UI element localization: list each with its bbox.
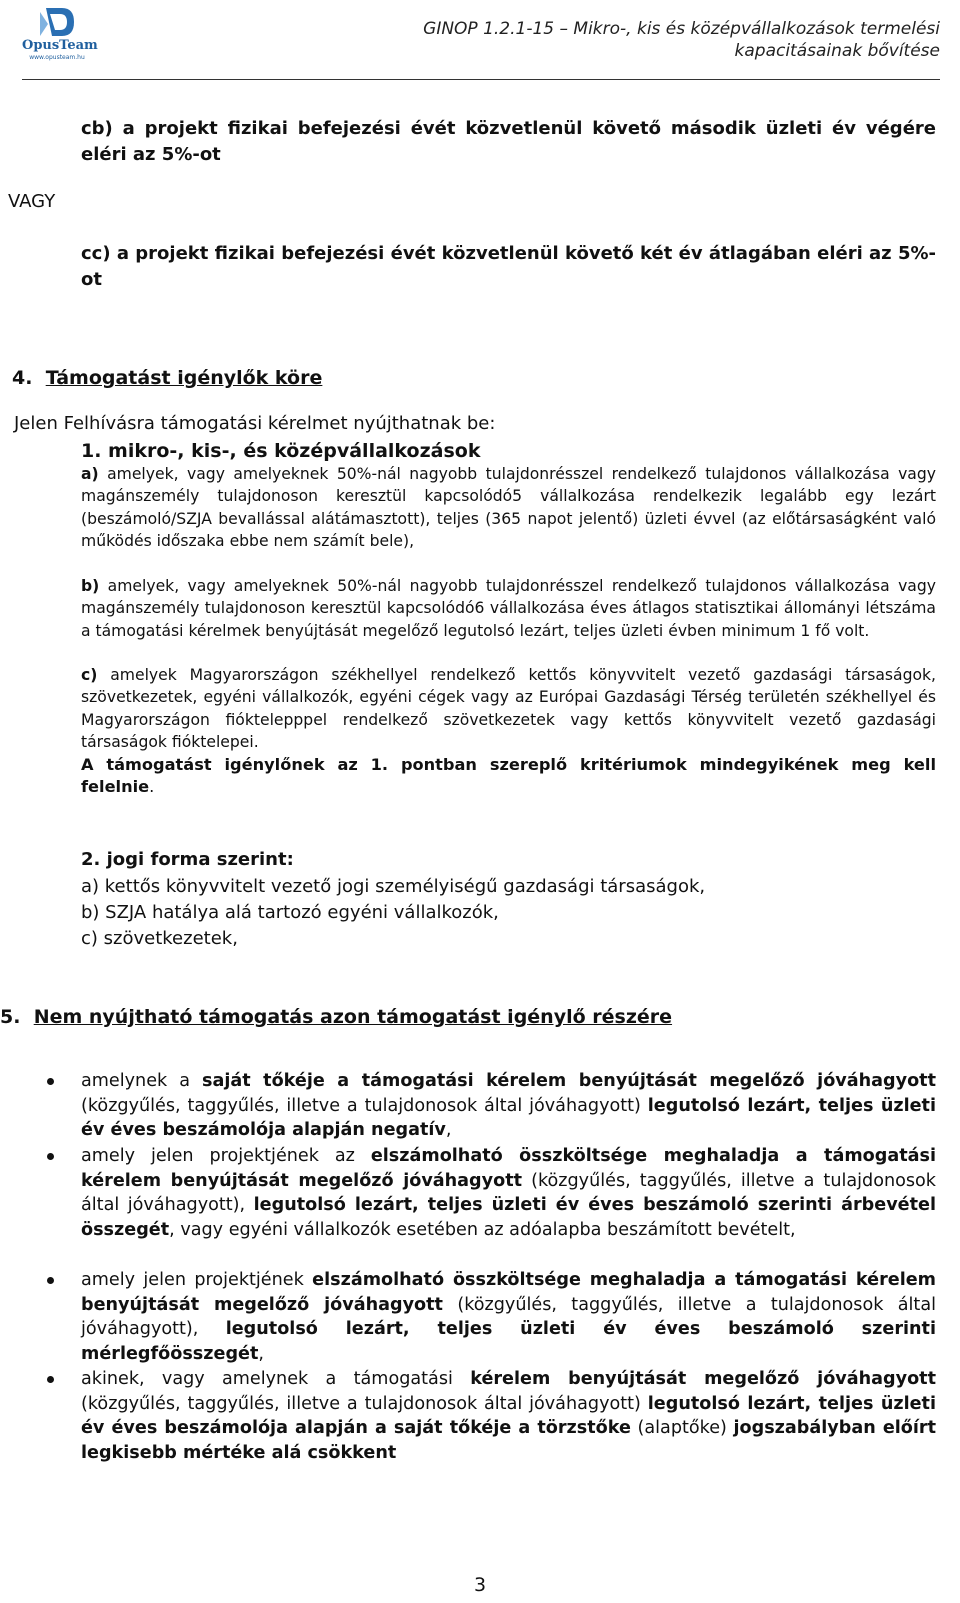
page-number: 3	[473, 1574, 487, 1596]
bullet-text: (közgyűlés, taggyűlés, illetve a tulajdonosok által jóváhagyott)	[81, 1095, 648, 1116]
bullet-text: amelynek a	[81, 1071, 202, 1091]
bullet-dot-icon	[47, 1078, 54, 1085]
bullet-dot-icon	[47, 1277, 54, 1284]
bullet-text: (közgyűlés, taggyűlés, illetve a tulajdonosok által jóváhagyott)	[81, 1393, 648, 1414]
section4-intro: Jelen Felhívásra támogatási kérelmet nyújthatnak be:	[14, 413, 496, 434]
point1-b	[81, 575, 936, 642]
bullet-item	[81, 1069, 936, 1143]
bullet-dot-icon	[47, 1153, 54, 1160]
condition-cb	[81, 116, 936, 168]
requirement-end: .	[149, 777, 155, 797]
bullet-item	[81, 1268, 936, 1366]
bullet-bold: legutolsó lezárt, teljes üzleti év éves beszámolója alapján negatív	[81, 1095, 936, 1141]
point1-requirement	[81, 754, 936, 799]
bullet-dot-icon	[47, 1376, 54, 1383]
bullet-bold: legutolsó lezárt, teljes üzleti év éves beszámoló szerinti mérlegfőösszegét	[81, 1319, 936, 1364]
section4-number: 4.	[12, 367, 33, 389]
point2-list	[81, 874, 705, 952]
header-title	[380, 18, 940, 62]
point1-c-label: c)	[81, 666, 98, 684]
condition-cb-text: cb) a projekt fizikai befejezési évét közvetlenül követő második üzleti év végére eléri az 5%-ot	[81, 118, 936, 165]
section5-title: Nem nyújtható támogatás azon támogatást igénylő részére	[33, 1006, 673, 1028]
bullet-text: , vagy egyéni vállalkozók esetében az adóalapba beszámított bevételt,	[169, 1219, 796, 1240]
point2-title: 2. jogi forma szerint:	[81, 849, 294, 870]
point1-c-text: amelyek Magyarországon székhellyel rendelkező kettős könyvvitelt vezető gazdasági társaságok, szövetkezetek, egyéni vállalkozók, egyéni cégek vagy az Európai Gazdasági Térség területén székhellyel és Magyarországon fióktelepppel rendelkező szövetkezetek vagy kettős könyvvitelt vezető gazdasági társaságok fióktelepei.	[81, 666, 936, 751]
bullet-item	[81, 1144, 936, 1242]
requirement-bold: A támogatást igénylőnek az 1. pontban szereplő kritériumok mindegyikének meg kell felelnie	[81, 755, 936, 797]
point2-item: c) szövetkezetek,	[81, 928, 238, 949]
bullet-bold: saját tőkéje a támogatási kérelem benyújtását megelőző jóváhagyott	[201, 1071, 936, 1091]
header-divider	[22, 79, 940, 80]
bullet-bold: legutolsó lezárt, teljes üzleti év éves beszámoló szerinti árbevétel összegét	[81, 1195, 936, 1240]
opusteam-logo	[22, 4, 98, 66]
point1-c	[81, 664, 936, 753]
section5-heading	[0, 1006, 672, 1028]
bullet-text: (közgyűlés, taggyűlés, illetve a tulajdonosok által jóváhagyott),	[81, 1170, 936, 1216]
point2-item: b) SZJA hatálya alá tartozó egyéni vállalkozók,	[81, 902, 499, 923]
bullet-text: ,	[445, 1120, 452, 1141]
section4-title: Támogatást igénylők köre	[45, 367, 323, 389]
bullet-text: (közgyűlés, taggyűlés, illetve a tulajdonosok által jóváhagyott),	[81, 1294, 936, 1340]
bullet-text: amely jelen projektjének	[81, 1270, 313, 1290]
point1-title: 1. mikro-, kis-, és középvállalkozások	[81, 440, 481, 462]
point1-a	[81, 463, 936, 552]
header-title-line2: kapacitásainak bővítése	[734, 41, 940, 61]
header-title-line1: GINOP 1.2.1-15 – Mikro-, kis és középvállalkozások termelési	[423, 19, 940, 39]
vagy-label: VAGY	[8, 191, 56, 212]
bullet-text: akinek, vagy amelynek a támogatási	[81, 1369, 471, 1389]
point1-b-label: b)	[81, 577, 100, 595]
bullet-bold: elszámolható összköltsége meghaladja a támogatási kérelem benyújtását megelőző jóváhagyott	[81, 1270, 936, 1315]
bullet-text: amely jelen projektjének az	[81, 1146, 371, 1166]
bullet-text: ,	[258, 1343, 264, 1364]
point2-item: a) kettős könyvvitelt vezető jogi személyiségű gazdasági társaságok,	[81, 876, 706, 897]
bullet-bold: elszámolható összköltsége meghaladja a támogatási kérelem benyújtását megelőző jóváhagyott	[81, 1146, 936, 1191]
condition-cc: cc) a projekt fizikai befejezési évét közvetlenül követő két év átlagában eléri az 5%-ot	[81, 243, 936, 290]
bullet-bold: legutolsó lezárt, teljes üzleti év éves beszámolója alapján a saját tőkéje a törzstőke	[81, 1393, 936, 1439]
bullet-bold: kérelem benyújtását megelőző jóváhagyott	[470, 1369, 936, 1389]
bullet-item	[81, 1367, 936, 1465]
section4-heading	[12, 366, 322, 390]
logo-text: OpusTeam	[22, 38, 98, 53]
point1-b-text: amelyek, vagy amelyeknek 50%-nál nagyobb tulajdonrésszel rendelkező tulajdonos vállalkozása vagy magánszemély tulajdonoson keresztül kapcsolódó6 vállalkozása éves átlagos statisztikai állományi létszáma a támogatási kérelmek benyújtását megelőző legutolsó lezárt, teljes üzleti évben minimum 1 fő volt.	[81, 577, 936, 640]
point1-a-label: a)	[81, 465, 99, 483]
section5-number: 5.	[0, 1006, 21, 1028]
point1-a-text: amelyek, vagy amelyeknek 50%-nál nagyobb tulajdonrésszel rendelkező tulajdonos vállalkozása vagy magánszemély tulajdonoson keresztül kapcsolódó5 vállalkozása rendelkezik legalább egy lezárt (beszámoló/SZJA bevallással alátámasztott), teljes (365 napot jelentő) üzleti évvel (az előtársaságként való működés időszaka ebbe nem számít bele),	[81, 465, 936, 550]
bullet-bold: jogszabályban előírt legkisebb mértéke alá csökkent	[81, 1418, 937, 1463]
bullet-text: (alaptőke)	[630, 1418, 734, 1439]
logo-url: www.opusteam.hu	[29, 54, 85, 61]
